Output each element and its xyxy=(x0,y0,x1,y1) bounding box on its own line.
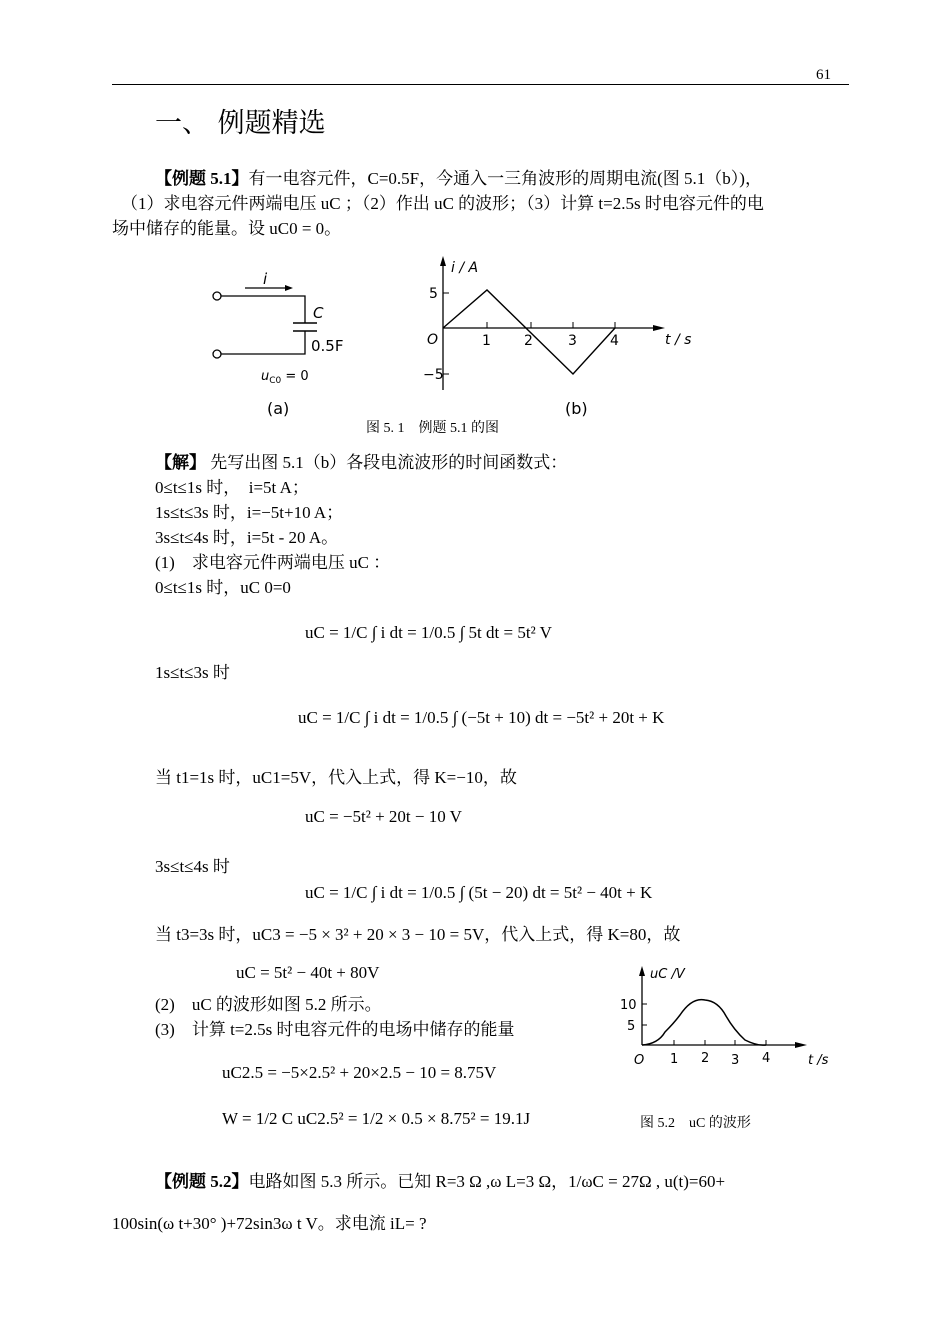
wire-top xyxy=(221,296,305,323)
ytick-label: −5 xyxy=(423,367,444,383)
example-5-1-text: 有一电容元件，C=0.5F，今通入一三角波形的周期电流(图 5.1（b）)， xyxy=(248,169,762,188)
y-axis-label: uC /V xyxy=(650,967,685,982)
solution-intro xyxy=(155,452,567,474)
x-axis-arrow-icon xyxy=(795,1042,807,1048)
xtick-label: 2 xyxy=(524,333,533,349)
example-5-1-tag: 【例题 5.1】 xyxy=(155,169,249,188)
figure-5-2-caption: 图 5.2 uC 的波形 xyxy=(640,1116,751,1131)
terminal-bottom xyxy=(213,350,221,358)
equation-6: uC2.5 = −5×2.5² + 20×2.5 − 10 = 8.75V xyxy=(222,1063,497,1082)
capacitor-label: C xyxy=(313,304,324,322)
figure-5-1b-chart xyxy=(415,252,715,422)
example-5-1-line2: （1）求电容元件两端电压 uC ；（2）作出 uC 的波形；（3）计算 t=2.5s 时电容元件的电 xyxy=(121,194,764,213)
figure-5-2-chart xyxy=(612,960,852,1075)
part-3-heading: (3) 计算 t=2.5s 时电容元件的电场中储存的能量 xyxy=(155,1020,515,1039)
equation-2: uC = 1/C ∫ i dt = 1/0.5 ∫ (−5t + 10) dt = −5t² + 20t + K xyxy=(298,708,665,727)
y-axis-label: i / A xyxy=(451,260,479,276)
case-1: 0≤t≤1s 时，uC 0=0 xyxy=(155,578,291,597)
x-axis-label: t / s xyxy=(665,332,692,348)
voltage-waveform xyxy=(642,1000,766,1046)
origin-label: O xyxy=(634,1053,645,1068)
y-axis-arrow-icon xyxy=(440,256,446,266)
ytick-label: 10 xyxy=(620,998,637,1013)
equation-5: uC = 5t² − 40t + 80V xyxy=(236,963,380,982)
part-2-heading: (2) uC 的波形如图 5.2 所示。 xyxy=(155,995,382,1014)
part-1-heading: (1) 求电容元件两端电压 uC ： xyxy=(155,553,391,572)
current-waveform xyxy=(443,290,615,374)
xtick-label: 1 xyxy=(670,1052,679,1067)
figure-5-1-caption: 图 5. 1 例题 5.1 的图 xyxy=(366,421,499,436)
current-arrowhead-icon xyxy=(285,285,293,291)
example-5-2-line2: 100sin(ω t+30° )+72sin3ω t V。求电流 iL= ? xyxy=(112,1214,427,1233)
substitution-1: 当 t1=1s 时，uC1=5V，代入上式，得 K=−10，故 xyxy=(155,768,517,787)
figure-5-1a-label: (a) xyxy=(267,399,290,418)
equation-4: uC = 1/C ∫ i dt = 1/0.5 ∫ (5t − 20) dt = 5t² − 40t + K xyxy=(305,883,653,902)
current-label: i xyxy=(263,270,268,288)
wire-bottom xyxy=(221,331,305,354)
xtick-label: 1 xyxy=(482,333,491,349)
x-axis-label: t /s xyxy=(808,1053,829,1068)
ytick-label: 5 xyxy=(429,286,438,302)
xtick-label: 3 xyxy=(568,333,577,349)
x-axis-arrow-icon xyxy=(653,325,665,331)
xtick-label: 3 xyxy=(731,1053,740,1068)
initial-condition: $u_{C0} = 0$ xyxy=(261,369,309,386)
case-3: 3s≤t≤4s 时 xyxy=(155,857,230,876)
ytick-label: 5 xyxy=(627,1019,636,1034)
example-5-2-tag: 【例题 5.2】 xyxy=(155,1172,249,1191)
equation-7: W = 1/2 C uC2.5² = 1/2 × 0.5 × 8.75² = 19.1J xyxy=(222,1109,531,1128)
segment-3: 3s≤t≤4s 时，i=5t - 20 A。 xyxy=(155,528,339,547)
substitution-2: 当 t3=3s 时，uC3 = −5 × 3² + 20 × 3 − 10 = 5V，代入上式，得 K=80，故 xyxy=(155,925,681,944)
solution-intro-text: 先写出图 5.1（b）各段电流波形的时间函数式： xyxy=(210,453,568,472)
segment-2: 1s≤t≤3s 时，i=−5t+10 A； xyxy=(155,503,344,522)
equation-3: uC = −5t² + 20t − 10 V xyxy=(305,807,462,826)
example-5-2-text: 电路如图 5.3 所示。已知 R=3 Ω ,ω L=3 Ω，1/ωC = 27Ω , u(t)=60+ xyxy=(248,1172,726,1191)
terminal-top xyxy=(213,292,221,300)
example-5-1-line1 xyxy=(155,168,762,190)
figure-5-1a-circuit xyxy=(205,268,375,418)
case-2: 1s≤t≤3s 时 xyxy=(155,663,230,682)
page-number: 61 xyxy=(816,67,831,83)
origin-label: O xyxy=(427,332,439,348)
figure-5-1b-label: (b) xyxy=(565,399,588,418)
xtick-label: 4 xyxy=(762,1051,771,1066)
header-rule xyxy=(112,84,849,85)
equation-1: uC = 1/C ∫ i dt = 1/0.5 ∫ 5t dt = 5t² V xyxy=(305,623,552,642)
example-5-1-line3: 场中储存的能量。设 uC0 = 0。 xyxy=(112,219,342,238)
xtick-label: 4 xyxy=(610,333,619,349)
section-title: 一、 例题精选 xyxy=(155,108,326,139)
xtick-label: 2 xyxy=(701,1051,710,1066)
example-5-2-line1 xyxy=(155,1171,725,1193)
segment-1: 0≤t≤1s 时， i=5t A； xyxy=(155,478,309,497)
capacitor-value: 0.5F xyxy=(311,337,344,355)
solution-tag: 【解】 xyxy=(155,453,206,472)
y-axis-arrow-icon xyxy=(639,966,645,976)
